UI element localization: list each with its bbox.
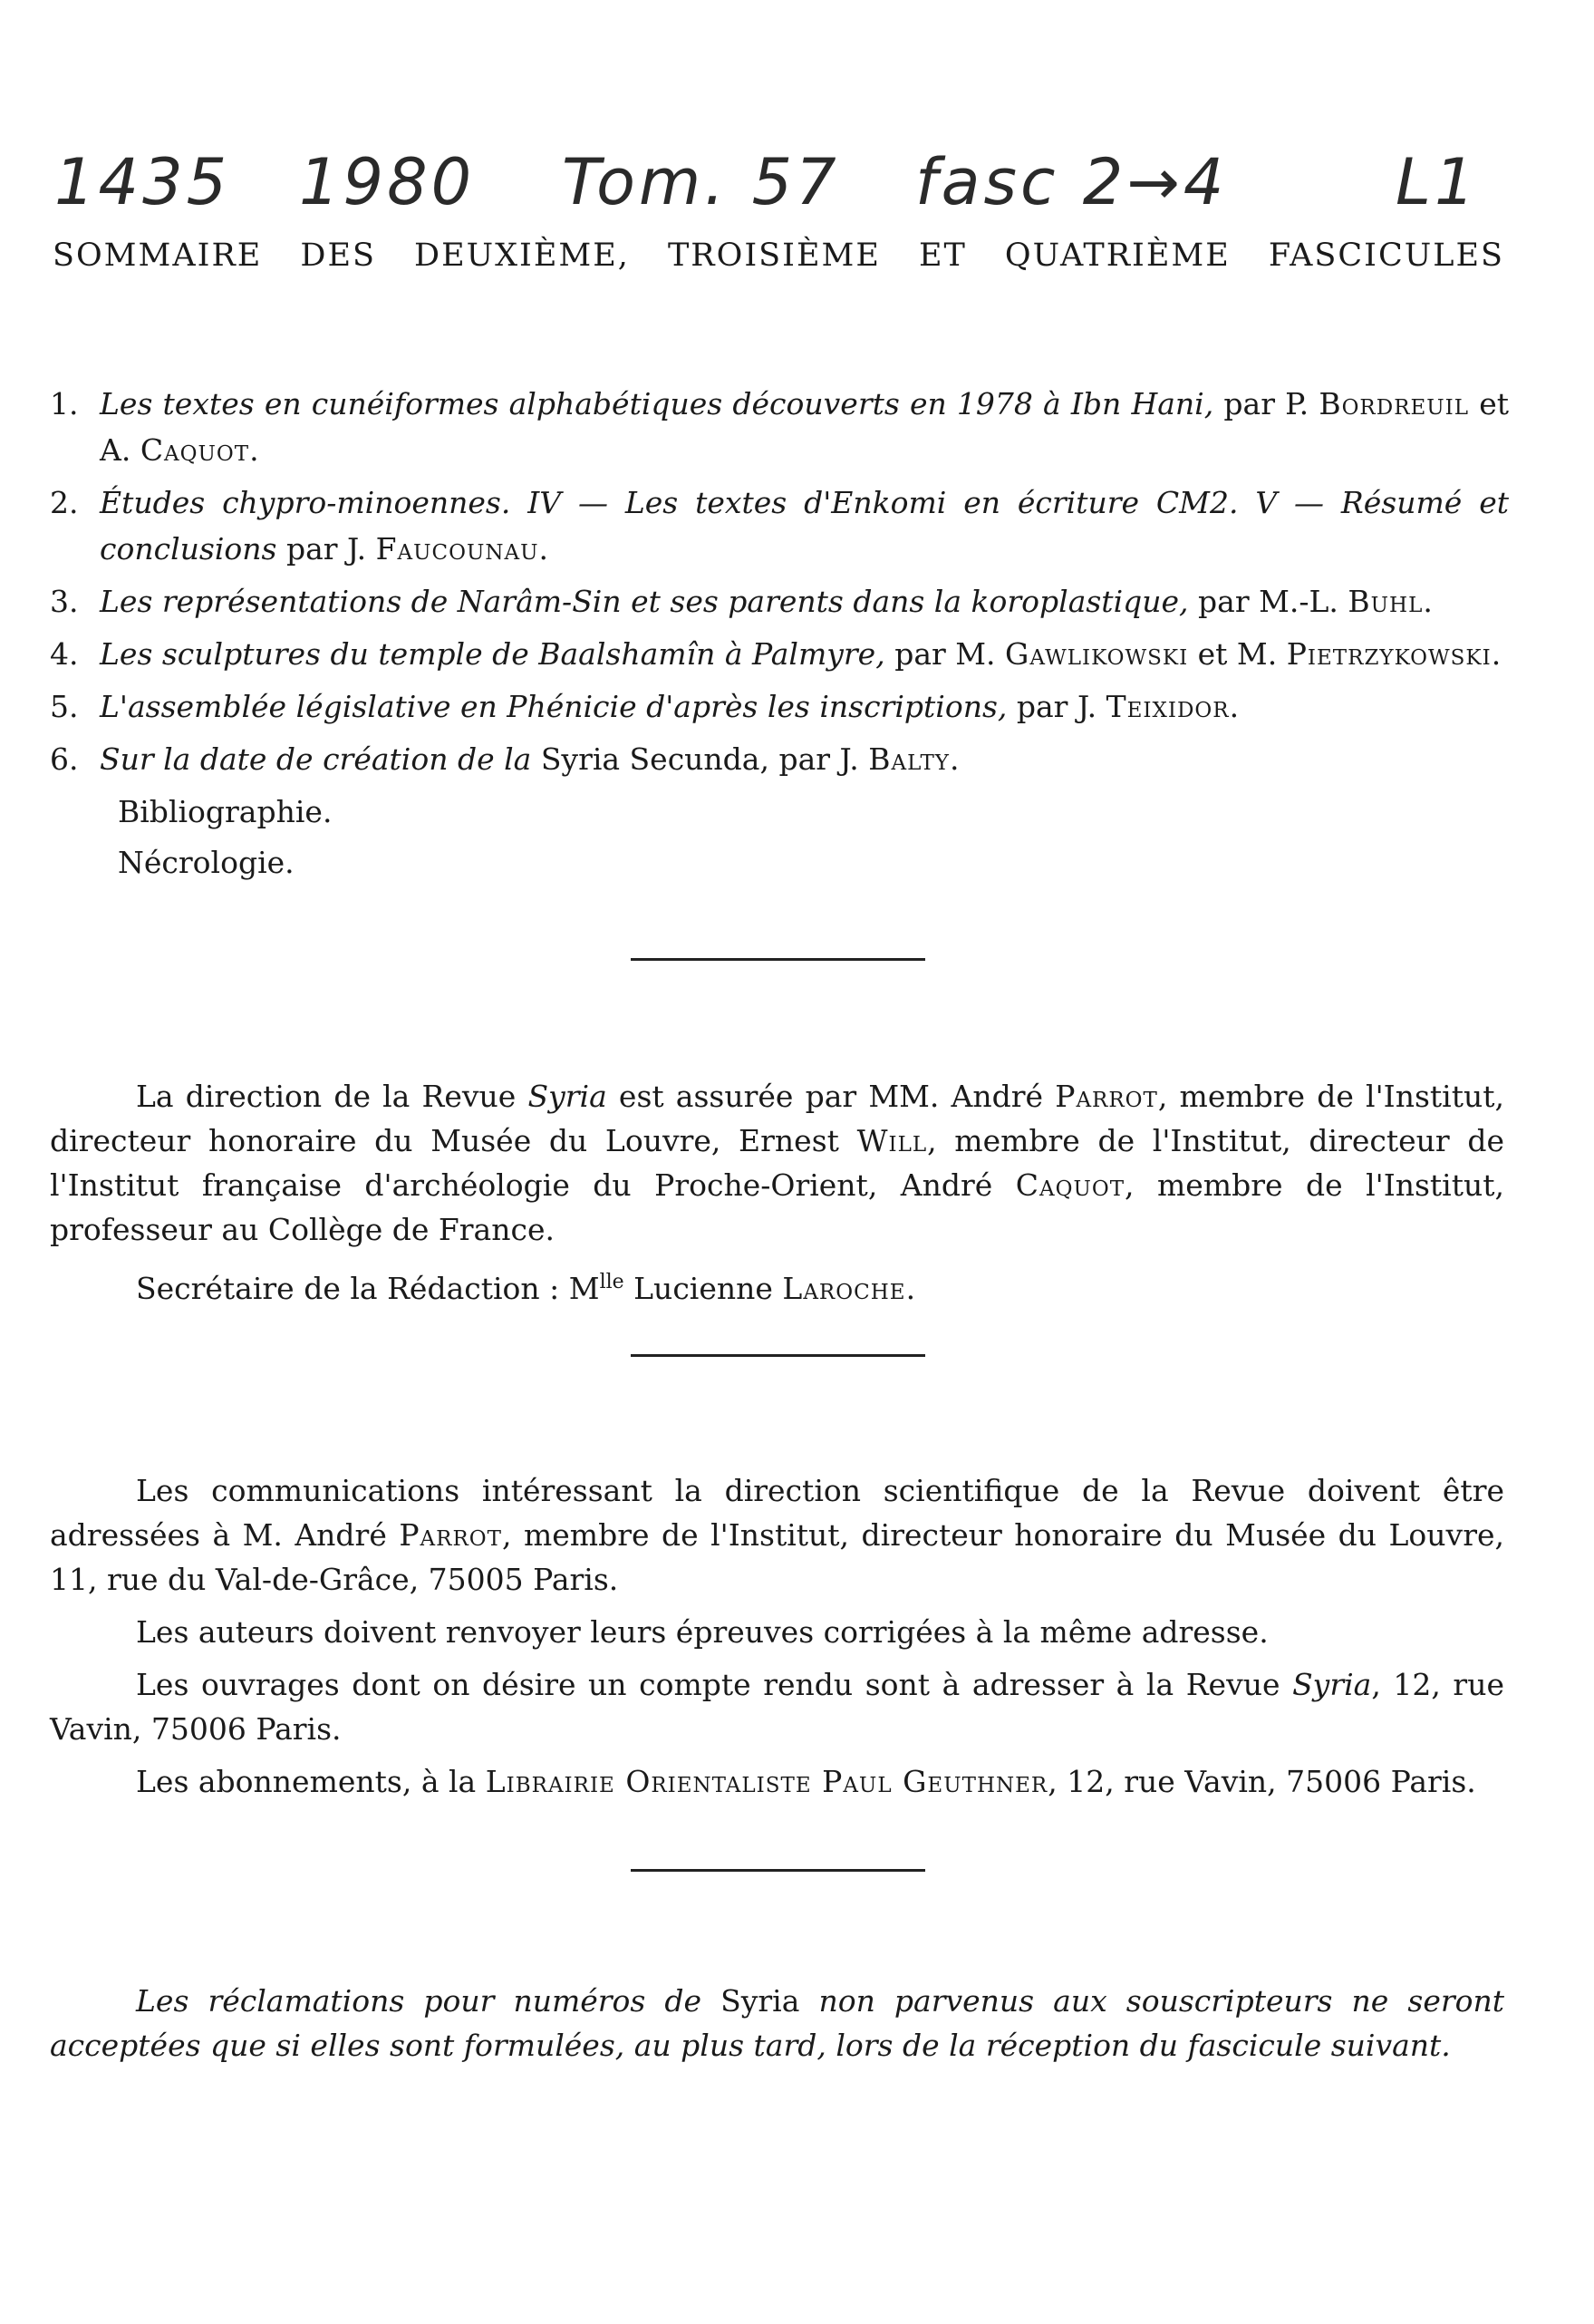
person-name: Laroche (782, 1271, 906, 1306)
handwritten-fascicle: fasc 2→4 (915, 145, 1228, 219)
article-title: Les textes en cunéiformes alphabétiques découverts en 1978 à Ibn Hani, (100, 386, 1214, 421)
list-item (50, 736, 1509, 782)
communications-section (50, 1468, 1504, 1812)
text-run: . (905, 1271, 916, 1306)
text-run: Les réclamations pour numéros de (136, 1983, 721, 2019)
list-item (50, 631, 1509, 677)
item-separator: par M. (884, 636, 1006, 672)
contents-list (50, 381, 1509, 890)
item-number: 2. (50, 485, 79, 520)
text-run: , membre de l'Institut, directeur honoraire du Musée du Louvre, Ernest (50, 1079, 1504, 1158)
person-name: Caquot (1015, 1167, 1125, 1203)
text-run: non parvenus aux souscripteurs ne seront acceptées que si elles sont formulées, au plus tard, lors de la réception du fascicule suivant. (50, 1983, 1505, 2063)
author-name: Teixidor (1106, 689, 1230, 724)
text-run: Les abonnements, à la (136, 1764, 486, 1799)
item-separator: par J. (276, 531, 376, 566)
list-item (50, 479, 1509, 572)
article-title: Sur la date de création de la (100, 741, 532, 777)
article-title: L'assemblée législative en Phénicie d'après les inscriptions, (100, 689, 1008, 724)
handwritten-note (54, 145, 1513, 245)
item-number: 5. (50, 689, 79, 724)
handwritten-number: 1435 (54, 145, 231, 219)
author-name: Bordreuil (1319, 386, 1470, 421)
subscriptions-paragraph (50, 1759, 1504, 1804)
author-name: Faucounau (375, 531, 539, 566)
author-name: Balty (868, 741, 950, 777)
journal-name: Syria (720, 1983, 800, 2019)
section-divider (631, 1869, 925, 1872)
person-name: Will (856, 1123, 928, 1158)
direction-section (50, 1074, 1504, 1319)
reviews-paragraph (50, 1662, 1504, 1751)
item-separator: et A. (100, 386, 1510, 468)
item-end: . (950, 741, 960, 777)
section-divider (631, 1354, 925, 1357)
text-run: Les communications intéressant la direction scientifique de la Revue doivent être adressées à M. André (50, 1473, 1504, 1553)
item-end: . (1423, 584, 1433, 619)
item-number: 4. (50, 636, 79, 672)
bibliography-entry: Bibliographie. (118, 794, 333, 829)
item-number: 1. (50, 386, 79, 421)
item-end: . (1229, 689, 1240, 724)
list-item (50, 578, 1509, 625)
author-name: Caquot (140, 432, 250, 468)
handwritten-year: 1980 (299, 145, 476, 219)
text-run: , 12, rue Vavin, 75006 Paris. (50, 1667, 1504, 1747)
item-separator: par M.-L. (1188, 584, 1348, 619)
direction-paragraph (50, 1074, 1504, 1252)
item-separator: par J. (1007, 689, 1106, 724)
text-run: La direction de la Revue (136, 1079, 528, 1114)
text-run: Les ouvrages dont on désire un compte rendu sont à adresser à la Revue (136, 1667, 1293, 1702)
text-run: , membre de l'Institut, directeur honoraire du Musée du Louvre, 11, rue du Val-de-Grâce, 75005 Paris. (50, 1517, 1504, 1597)
text-run: , membre de l'Institut, professeur au Collège de France. (50, 1167, 1505, 1247)
person-name: Parrot (1055, 1079, 1158, 1114)
article-title-roman: Syria Secunda (531, 741, 760, 777)
secretary-paragraph (50, 1260, 1504, 1311)
reclamations-paragraph (50, 1979, 1504, 2067)
handwritten-code: L1 (1396, 145, 1479, 219)
item-separator: , par J. (759, 741, 869, 777)
article-title: Les représentations de Narâm-Sin et ses parents dans la koroplastique, (100, 584, 1189, 619)
author-name: Pietrzykowski (1286, 636, 1492, 672)
item-end: . (538, 531, 549, 566)
page-title: SOMMAIRE DES DEUXIÈME, TROISIÈME ET QUATRIÈME FASCICULES (53, 237, 1504, 274)
reclamations-section (50, 1979, 1504, 2076)
item-separator: et M. (1188, 636, 1287, 672)
journal-name: Syria (1292, 1667, 1372, 1702)
item-number: 3. (50, 584, 79, 619)
text-run: , 12, rue Vavin, 75006 Paris. (1048, 1764, 1476, 1799)
text-run: , membre de l'Institut, directeur de l'Institut française d'archéologie du Proche-Orient, André (50, 1123, 1504, 1203)
author-name: Buhl (1348, 584, 1424, 619)
article-title: Études chypro-minoennes. IV — Les textes d'Enkomi en écriture CM2. V — Résumé et conclusions (100, 485, 1509, 566)
section-divider (631, 958, 925, 961)
author-name: Gawlikowski (1005, 636, 1189, 672)
text-run: Lucienne (623, 1271, 783, 1306)
item-end: . (1491, 636, 1502, 672)
list-item (50, 683, 1509, 730)
necrology-entry: Nécrologie. (118, 845, 295, 880)
superscript: lle (599, 1271, 624, 1293)
text-run: est assurée par MM. André (606, 1079, 1056, 1114)
journal-name: Syria (527, 1079, 607, 1114)
list-item (50, 381, 1509, 473)
item-end: . (249, 432, 259, 468)
text-run: Secrétaire de la Rédaction : M (136, 1271, 600, 1306)
article-title: Les sculptures du temple de Baalshamîn à Palmyre, (100, 636, 885, 672)
item-separator: par P. (1213, 386, 1319, 421)
item-number: 6. (50, 741, 79, 777)
handwritten-volume: Tom. 57 (562, 145, 840, 219)
communications-paragraph (50, 1468, 1504, 1602)
publisher-name: Librairie Orientaliste Paul Geuthner (485, 1764, 1048, 1799)
person-name: Parrot (399, 1517, 502, 1553)
authors-paragraph: Les auteurs doivent renvoyer leurs épreuves corrigées à la même adresse. (136, 1614, 1269, 1650)
